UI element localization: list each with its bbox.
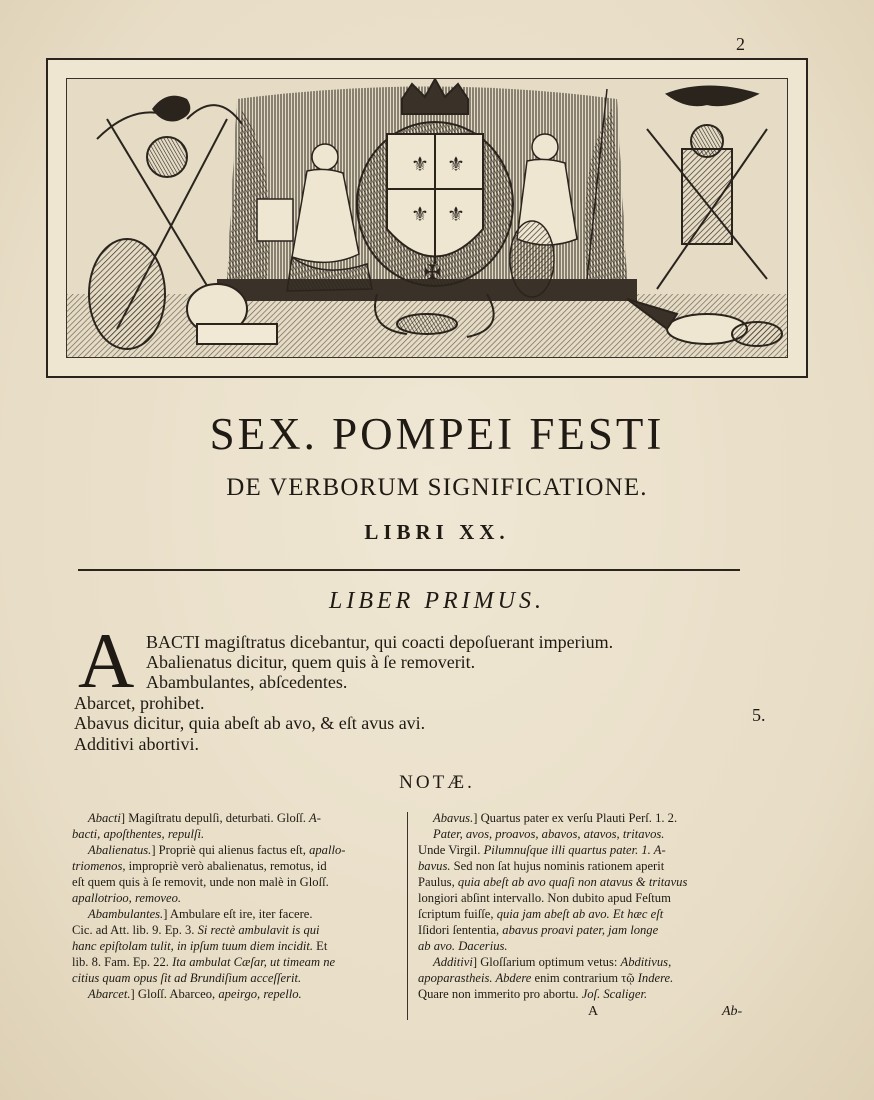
svg-text:⚜: ⚜ xyxy=(447,154,465,176)
book-title: SEX. POMPEI FESTI xyxy=(209,409,665,459)
svg-text:✠: ✠ xyxy=(424,262,441,284)
note-line: Unde Virgil. Pilumnuſque illi quartus pater. 1. A- xyxy=(418,843,666,857)
royal-arms-engraving-icon xyxy=(67,79,787,357)
book-subtitle: DE VERBORUM SIGNIFICATIONE. xyxy=(226,474,648,501)
book-volume-count: LIBRI XX. xyxy=(364,520,510,544)
note-line: apoparastheis. Abdere enim contrarium τῷ Indere. xyxy=(418,971,674,985)
text-line: Additivi abortivi. xyxy=(74,734,199,754)
liber-heading: LIBER PRIMUS. xyxy=(329,588,545,614)
note-line: ab avo. Dacerius. xyxy=(418,939,508,953)
margin-mark: 5. xyxy=(752,705,766,725)
note-line: apallotrioo, removeo. xyxy=(72,891,182,905)
note-line: Quare non immerito pro abortu. Joſ. Scaliger. xyxy=(418,987,648,1001)
note-line: bacti, apoſthentes, repulſi. xyxy=(72,827,205,841)
note-line: Paulus, quia abeſt ab avo quaſi non atavus & tritavus xyxy=(418,875,688,889)
text-line: BACTI magiſtratus dicebantur, qui coacti depoſuerant imperium. xyxy=(146,632,614,652)
headpiece-inner-frame xyxy=(66,78,788,358)
section-rule xyxy=(78,569,740,571)
signature-mark: A xyxy=(588,1004,599,1019)
note-line: Iſidori ſententia, abavus proavi pater, jam longe xyxy=(418,923,659,937)
note-line: bavus. Sed non ſat hujus nominis rationem aperit xyxy=(418,859,665,873)
note-line: triomenos, impropriè verò abalienatus, remotus, id xyxy=(72,859,327,873)
note-line: hanc epiſtolam tulit, in ipſum tuum diem incidit. Et xyxy=(72,939,328,953)
engraved-headpiece xyxy=(46,58,808,378)
text-line: Abalienatus dicitur, quem quis à ſe removerit. xyxy=(146,652,476,672)
note-line: Pater, avos, proavos, abavos, atavos, tritavos. xyxy=(433,827,665,841)
note-line: Cic. ad Att. lib. 9. Ep. 3. Si rectè ambulavit is qui xyxy=(72,923,320,937)
note-line: Additivi] Gloſſarium optimum vetus: Abditivus, xyxy=(433,955,672,969)
note-line: Abacti] Magiſtratu depulſi, deturbati. Gloſſ. A- xyxy=(88,811,321,825)
text-line: Abavus dicitur, quia abeſt ab avo, & eſt avus avi. xyxy=(74,713,426,733)
note-line: ſcriptum fuiſſe, quia jam abeſt ab avo. Et hæc eſt xyxy=(418,907,664,921)
notes-heading: NOTÆ. xyxy=(399,772,475,793)
note-line: Abalienatus.] Propriè qui alienus factus eſt, apallo- xyxy=(88,843,346,857)
svg-text:⚜: ⚜ xyxy=(447,204,465,226)
note-line: citius quam opus ſit ad Brundiſium acceſſerit. xyxy=(72,971,302,985)
drop-capital: A xyxy=(78,617,135,704)
column-divider xyxy=(407,812,408,1020)
page-number: 2 xyxy=(736,34,745,54)
note-line: longiori abſint intervallo. Non dubito apud Feſtum xyxy=(418,891,671,905)
note-line: Abarcet.] Gloſſ. Abarceo, apeirgo, repello. xyxy=(88,987,302,1001)
text-line: Abambulantes, abſcedentes. xyxy=(146,672,348,692)
note-line: lib. 8. Fam. Ep. 22. Ita ambulat Cæſar, ut timeam ne xyxy=(72,955,336,969)
note-line: eſt quem quis à ſe removit, unde non malè in Gloſſ. xyxy=(72,875,329,889)
note-line: Abambulantes.] Ambulare eſt ire, iter facere. xyxy=(88,907,313,921)
svg-text:⚜: ⚜ xyxy=(411,204,429,226)
catchword: Ab- xyxy=(722,1004,743,1019)
text-line: Abarcet, prohibet. xyxy=(74,693,205,713)
svg-text:⚜: ⚜ xyxy=(411,154,429,176)
note-line: Abavus.] Quartus pater ex verſu Plauti Perſ. 1. 2. xyxy=(433,811,678,825)
